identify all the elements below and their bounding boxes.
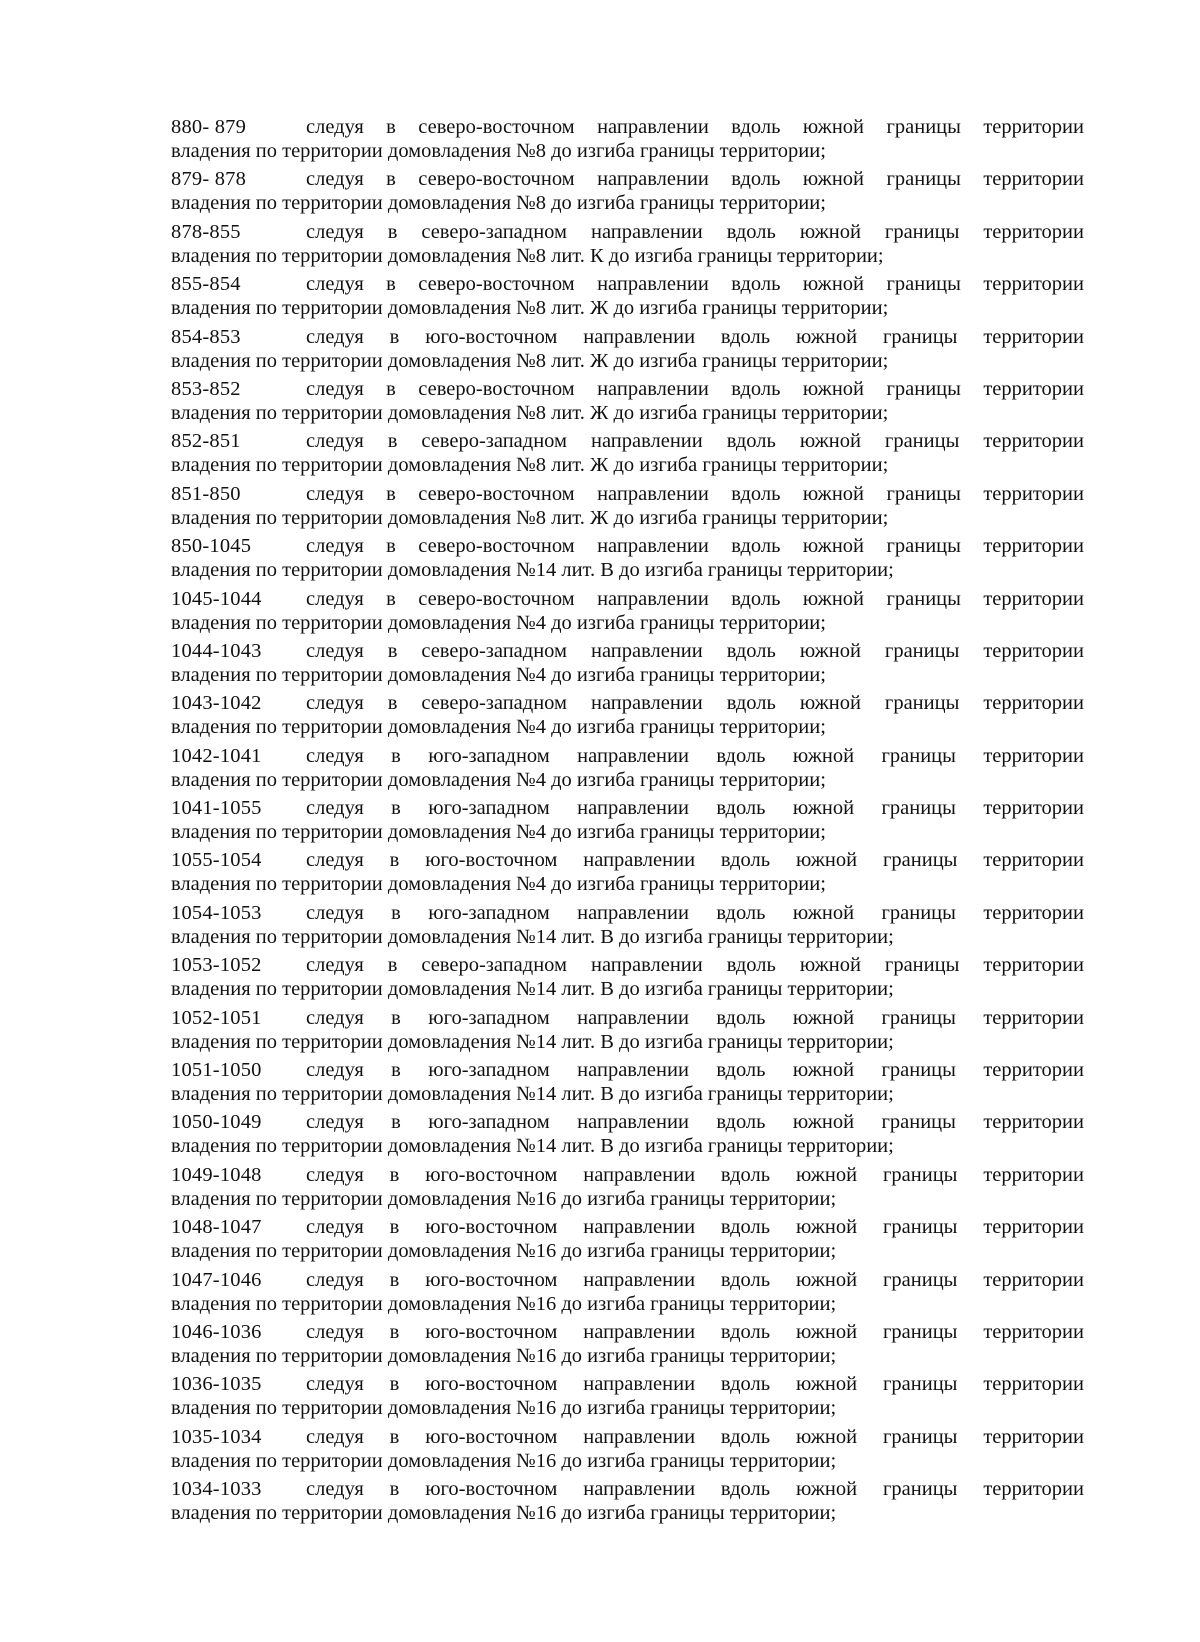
segment-territory-text: владения по территории домовладения №14 лит. В до изгиба границы территории; — [171, 1030, 894, 1053]
segment-territory-text: владения по территории домовладения №8 до изгиба границы территории; — [171, 140, 826, 162]
segment-territory-text: владения по территории домовладения №8 лит. Ж до изгиба границы территории; — [171, 506, 889, 529]
boundary-description-list — [171, 115, 1084, 1530]
entry-first-line — [171, 272, 1084, 296]
entry-first-line — [171, 534, 1084, 558]
boundary-entry — [171, 691, 1084, 743]
segment-code: 1045-1044 — [171, 587, 262, 610]
segment-territory-text: владения по территории домовладения №8 лит. Ж до изгиба границы территории; — [171, 401, 889, 424]
segment-code: 850-1045 — [171, 535, 252, 558]
segment-code: 851-850 — [171, 482, 241, 505]
segment-direction-text: следуя в юго-восточном направлении вдоль южной границы территории — [306, 1373, 1084, 1396]
segment-code: 1053-1052 — [171, 954, 262, 977]
segment-territory-text: владения по территории домовладения №14 лит. В до изгиба границы территории; — [171, 1135, 894, 1158]
segment-direction-text: следуя в юго-восточном направлении вдоль южной границы территории — [306, 1320, 1084, 1343]
boundary-entry — [171, 272, 1084, 324]
segment-code: 1049-1048 — [171, 1163, 262, 1186]
segment-code: 1043-1042 — [171, 692, 262, 715]
boundary-entry — [171, 848, 1084, 900]
boundary-entry — [171, 1320, 1084, 1372]
segment-code: 853-852 — [171, 377, 241, 400]
segment-territory-text: владения по территории домовладения №4 до изгиба границы территории; — [171, 873, 826, 896]
segment-code: 1035-1034 — [171, 1425, 262, 1448]
segment-territory-text: владения по территории домовладения №16 до изгиба границы территории; — [171, 1187, 837, 1210]
segment-territory-text: владения по территории домовладения №4 до изгиба границы территории; — [171, 611, 826, 634]
segment-direction-text: следуя в северо-восточном направлении вдоль южной границы территории — [306, 116, 1084, 138]
segment-direction-text: следуя в юго-западном направлении вдоль южной границы территории — [306, 1059, 1084, 1082]
segment-direction-text: следуя в северо-западном направлении вдоль южной границы территории — [306, 220, 1084, 243]
segment-territory-text: владения по территории домовладения №8 лит. Ж до изгиба границы территории; — [171, 454, 889, 477]
boundary-entry — [171, 220, 1084, 272]
segment-territory-text: владения по территории домовладения №16 до изгиба границы территории; — [171, 1397, 837, 1420]
boundary-entry — [171, 1163, 1084, 1215]
segment-direction-text: следуя в юго-западном направлении вдоль южной границы территории — [306, 797, 1084, 820]
entry-first-line — [171, 1477, 1084, 1501]
segment-territory-text: владения по территории домовладения №16 до изгиба границы территории; — [171, 1502, 837, 1525]
entry-first-line — [171, 1058, 1084, 1082]
boundary-entry — [171, 1372, 1084, 1424]
boundary-entry — [171, 953, 1084, 1005]
boundary-entry — [171, 1425, 1084, 1477]
boundary-entry — [171, 1110, 1084, 1162]
entry-first-line — [171, 1110, 1084, 1134]
segment-territory-text: владения по территории домовладения №8 до изгиба границы территории; — [171, 192, 826, 215]
segment-direction-text: следуя в северо-восточном направлении вдоль южной границы территории — [306, 377, 1084, 400]
boundary-entry — [171, 744, 1084, 796]
segment-code: 1051-1050 — [171, 1059, 262, 1082]
segment-direction-text: следуя в северо-западном направлении вдоль южной границы территории — [306, 430, 1084, 453]
segment-direction-text: следуя в юго-восточном направлении вдоль южной границы территории — [306, 1216, 1084, 1239]
boundary-entry — [171, 587, 1084, 639]
boundary-entry — [171, 1268, 1084, 1320]
segment-direction-text: следуя в юго-восточном направлении вдоль южной границы территории — [306, 1268, 1084, 1291]
boundary-entry — [171, 167, 1084, 219]
segment-code: 1050-1049 — [171, 1111, 262, 1134]
entry-first-line — [171, 691, 1084, 715]
entry-first-line — [171, 1268, 1084, 1292]
entry-first-line — [171, 1006, 1084, 1030]
boundary-entry — [171, 1477, 1084, 1529]
segment-code: 852-851 — [171, 430, 241, 453]
segment-direction-text: следуя в юго-восточном направлении вдоль южной границы территории — [306, 1425, 1084, 1448]
segment-territory-text: владения по территории домовладения №8 лит. Ж до изгиба границы территории; — [171, 349, 889, 372]
entry-first-line — [171, 587, 1084, 611]
segment-territory-text: владения по территории домовладения №16 до изгиба границы территории; — [171, 1240, 837, 1263]
boundary-entry — [171, 1006, 1084, 1058]
segment-direction-text: следуя в северо-восточном направлении вдоль южной границы территории — [306, 535, 1084, 558]
segment-direction-text: следуя в северо-восточном направлении вдоль южной границы территории — [306, 482, 1084, 505]
entry-first-line — [171, 167, 1084, 191]
segment-code: 1034-1033 — [171, 1478, 262, 1501]
document-page — [171, 115, 1084, 1530]
segment-territory-text: владения по территории домовладения №14 лит. В до изгиба границы территории; — [171, 925, 894, 948]
segment-direction-text: следуя в северо-восточном направлении вдоль южной границы территории — [306, 168, 1084, 191]
segment-territory-text: владения по территории домовладения №14 лит. В до изгиба границы территории; — [171, 1083, 894, 1106]
segment-territory-text: владения по территории домовладения №4 до изгиба границы территории; — [171, 716, 826, 739]
segment-code: 879- 878 — [171, 168, 247, 191]
entry-first-line — [171, 1163, 1084, 1187]
entry-first-line — [171, 796, 1084, 820]
entry-first-line — [171, 325, 1084, 349]
entry-first-line — [171, 1320, 1084, 1344]
boundary-entry — [171, 901, 1084, 953]
entry-first-line — [171, 901, 1084, 925]
segment-territory-text: владения по территории домовладения №16 до изгиба границы территории; — [171, 1344, 837, 1367]
segment-code: 1055-1054 — [171, 849, 262, 872]
segment-territory-text: владения по территории домовладения №8 лит. Ж до изгиба границы территории; — [171, 297, 889, 320]
segment-direction-text: следуя в юго-восточном направлении вдоль южной границы территории — [306, 325, 1084, 348]
entry-first-line — [171, 953, 1084, 977]
entry-first-line — [171, 482, 1084, 506]
segment-code: 880- 879 — [171, 116, 247, 138]
entry-first-line — [171, 744, 1084, 768]
entry-first-line — [171, 1215, 1084, 1239]
boundary-entry — [171, 534, 1084, 586]
segment-code: 854-853 — [171, 325, 241, 348]
entry-first-line — [171, 115, 1084, 139]
boundary-entry — [171, 325, 1084, 377]
segment-direction-text: следуя в северо-восточном направлении вдоль южной границы территории — [306, 587, 1084, 610]
segment-code: 1041-1055 — [171, 797, 262, 820]
entry-first-line — [171, 377, 1084, 401]
segment-direction-text: следуя в северо-западном направлении вдоль южной границы территории — [306, 692, 1084, 715]
segment-direction-text: следуя в юго-западном направлении вдоль южной границы территории — [306, 744, 1084, 767]
segment-territory-text: владения по территории домовладения №16 до изгиба границы территории; — [171, 1292, 837, 1315]
entry-first-line — [171, 848, 1084, 872]
segment-direction-text: следуя в северо-западном направлении вдоль южной границы территории — [306, 639, 1084, 662]
entry-first-line — [171, 1372, 1084, 1396]
entry-first-line — [171, 1425, 1084, 1449]
boundary-entry — [171, 639, 1084, 691]
segment-code: 855-854 — [171, 273, 241, 296]
segment-direction-text: следуя в юго-западном направлении вдоль южной границы территории — [306, 1006, 1084, 1029]
boundary-entry — [171, 482, 1084, 534]
segment-territory-text: владения по территории домовладения №14 лит. В до изгиба границы территории; — [171, 978, 894, 1001]
segment-code: 878-855 — [171, 220, 241, 243]
segment-direction-text: следуя в юго-восточном направлении вдоль южной границы территории — [306, 849, 1084, 872]
segment-code: 1044-1043 — [171, 639, 262, 662]
segment-code: 1046-1036 — [171, 1320, 262, 1343]
entry-first-line — [171, 429, 1084, 453]
segment-direction-text: следуя в юго-восточном направлении вдоль южной границы территории — [306, 1478, 1084, 1501]
segment-territory-text: владения по территории домовладения №8 лит. К до изгиба границы территории; — [171, 244, 884, 267]
segment-territory-text: владения по территории домовладения №4 до изгиба границы территории; — [171, 821, 826, 844]
segment-direction-text: следуя в северо-восточном направлении вдоль южной границы территории — [306, 273, 1084, 296]
segment-code: 1047-1046 — [171, 1268, 262, 1291]
boundary-entry — [171, 429, 1084, 481]
segment-direction-text: следуя в северо-западном направлении вдоль южной границы территории — [306, 954, 1084, 977]
segment-direction-text: следуя в юго-восточном направлении вдоль южной границы территории — [306, 1163, 1084, 1186]
segment-code: 1048-1047 — [171, 1216, 262, 1239]
entry-first-line — [171, 639, 1084, 663]
boundary-entry — [171, 1215, 1084, 1267]
boundary-entry — [171, 115, 1084, 167]
segment-territory-text: владения по территории домовладения №4 до изгиба границы территории; — [171, 768, 826, 791]
segment-direction-text: следуя в юго-западном направлении вдоль южной границы территории — [306, 1111, 1084, 1134]
segment-code: 1036-1035 — [171, 1373, 262, 1396]
segment-territory-text: владения по территории домовладения №16 до изгиба границы территории; — [171, 1449, 837, 1472]
segment-direction-text: следуя в юго-западном направлении вдоль южной границы территории — [306, 901, 1084, 924]
boundary-entry — [171, 377, 1084, 429]
boundary-entry — [171, 796, 1084, 848]
entry-first-line — [171, 220, 1084, 244]
segment-code: 1052-1051 — [171, 1006, 262, 1029]
segment-territory-text: владения по территории домовладения №4 до изгиба границы территории; — [171, 663, 826, 686]
segment-code: 1042-1041 — [171, 744, 262, 767]
segment-code: 1054-1053 — [171, 901, 262, 924]
boundary-entry — [171, 1058, 1084, 1110]
segment-territory-text: владения по территории домовладения №14 лит. В до изгиба границы территории; — [171, 559, 894, 582]
